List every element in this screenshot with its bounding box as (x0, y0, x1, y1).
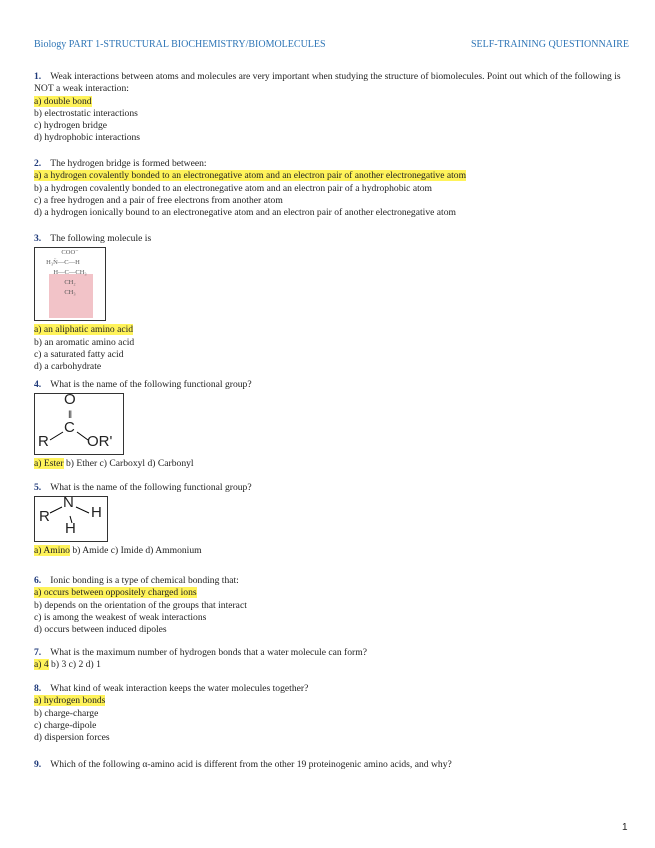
answer-d: d) a hydrogen ionically bound to an electronegative atom and an electron pair of another electronegative atom (34, 207, 456, 219)
question-number: 7. (34, 647, 42, 658)
page-number: 1 (622, 822, 628, 833)
question-4 (34, 379, 634, 471)
question-text: Weak interactions between atoms and molecules are very important when studying the structure of biomolecules. Point out which of the following is NOT a weak interaction: (34, 71, 621, 95)
question-text: Which of the following α-amino acid is different from the other 19 proteinogenic amino acids, and why? (50, 759, 452, 770)
answer-b: b) an aromatic amino acid (34, 336, 135, 348)
atom-label: N (63, 494, 74, 512)
question-number: 6. (34, 575, 42, 586)
header-left: Biology PART 1-STRUCTURAL BIOCHEMISTRY/BIOMOLECULES (34, 39, 326, 50)
ester-structure-image: O ‖ C R OR' (34, 393, 124, 455)
other-answers: b) 3 c) 2 d) 1 (48, 659, 101, 671)
atom-label: O (64, 391, 76, 409)
answer-c: c) hydrogen bridge (34, 120, 107, 132)
answer-c: c) a free hydrogen and a pair of free electrons from another atom (34, 194, 283, 206)
question-number: 1. (34, 71, 42, 82)
answer-a: a) an aliphatic amino acid (34, 324, 134, 336)
atom-label: H (91, 504, 102, 522)
molecule-line: COO⁻ (61, 249, 79, 257)
question-number: 3. (34, 233, 42, 244)
answer-b: b) charge-charge (34, 707, 99, 719)
question-6 (34, 575, 634, 636)
answer-a: a) a hydrogen covalently bonded to an electronegative atom and an electron pair of another electronegative atom (34, 170, 467, 182)
answer-a: a) double bond (34, 95, 92, 107)
answer-d: d) occurs between induced dipoles (34, 624, 167, 636)
question-text: The hydrogen bridge is formed between: (50, 158, 207, 169)
answer-a: a) hydrogen bonds (34, 695, 106, 707)
answer-c: c) a saturated fatty acid (34, 348, 124, 360)
atom-label: OR' (87, 433, 113, 451)
answer-d: d) dispersion forces (34, 732, 110, 744)
molecule-line: CH₂ (64, 279, 76, 287)
question-number: 9. (34, 759, 42, 770)
answer-d: d) a carbohydrate (34, 361, 102, 373)
question-text: What kind of weak interaction keeps the water molecules together? (50, 683, 309, 694)
molecule-line: H₃N̈—C—H (46, 259, 80, 267)
question-5 (34, 482, 634, 558)
question-7 (34, 647, 634, 672)
atom-label: C (64, 419, 75, 437)
answer-a: a) 4 (34, 659, 49, 671)
header-right: SELF-TRAINING QUESTIONNAIRE (470, 39, 629, 50)
question-number: 2. (34, 158, 42, 169)
answer-a: a) Amino (34, 545, 70, 557)
answer-b: b) depends on the orientation of the groups that interact (34, 599, 247, 611)
question-text: What is the maximum number of hydrogen bonds that a water molecule can form? (50, 647, 367, 658)
question-3 (34, 233, 634, 373)
answer-b: b) a hydrogen covalently bonded to an electronegative atom and an electron pair of a hydrophobic atom (34, 182, 432, 194)
atom-label: R (39, 508, 50, 526)
atom-label: H (65, 520, 76, 538)
question-text: Ionic bonding is a type of chemical bonding that: (50, 575, 239, 586)
answer-c: c) is among the weakest of weak interactions (34, 611, 207, 623)
amine-structure-image (34, 496, 108, 542)
question-text: What is the name of the following functional group? (50, 379, 252, 390)
question-text: The following molecule is (50, 233, 152, 244)
answer-a: a) occurs between oppositely charged ions (34, 587, 197, 599)
question-number: 8. (34, 683, 42, 694)
molecule-image (34, 247, 106, 321)
other-answers: b) Amide c) Imide d) Ammonium (69, 545, 202, 557)
question-1 (34, 71, 634, 145)
question-2 (34, 158, 634, 219)
molecule-line: H—C—CH₃ (53, 269, 87, 277)
question-8 (34, 683, 634, 744)
answer-a: a) Ester (34, 458, 64, 470)
question-text: What is the name of the following functional group? (50, 482, 252, 493)
molecule-line: CH₃ (64, 289, 76, 297)
atom-label: R (38, 433, 49, 451)
question-number: 5. (34, 482, 42, 493)
answer-b: b) electrostatic interactions (34, 107, 138, 119)
other-answers: b) Ether c) Carboxyl d) Carbonyl (63, 458, 194, 470)
question-9 (34, 759, 634, 771)
question-number: 4. (34, 379, 42, 390)
answer-c: c) charge-dipole (34, 719, 97, 731)
answer-d: d) hydrophobic interactions (34, 132, 141, 144)
